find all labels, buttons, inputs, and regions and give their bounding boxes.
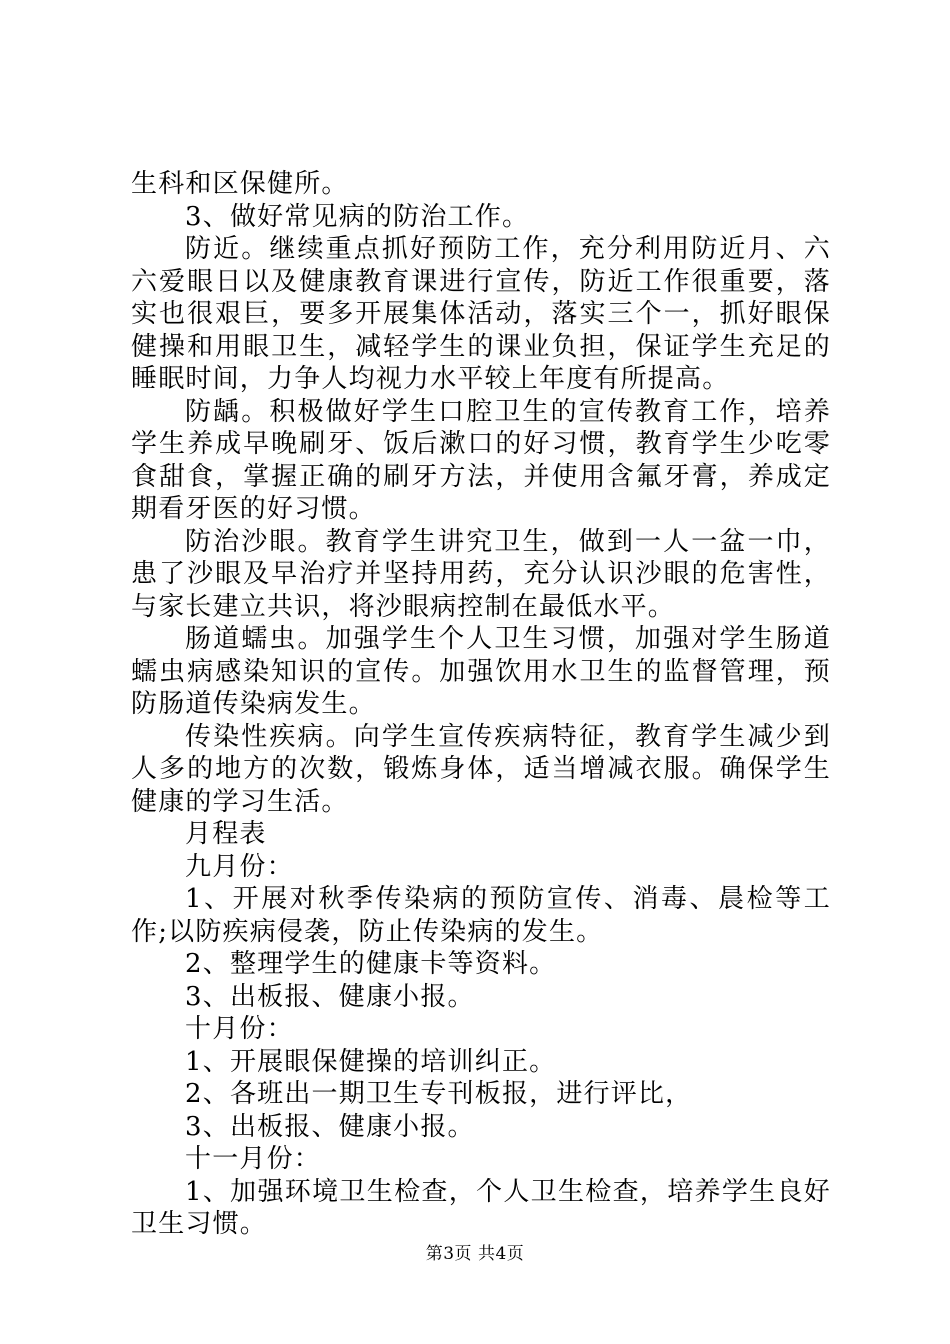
- paragraph-infectious-diseases: 传染性疾病。向学生宣传疾病特征，教育学生减少到人多的地方的次数，锻炼身体，适当增减衣服。确保学生健康的学习生活。: [131, 721, 831, 817]
- paragraph-section-heading: 3、做好常见病的防治工作。: [185, 201, 530, 232]
- document-body: [131, 168, 831, 1241]
- list-item: 2、各班出一期卫生专刊板报，进行评比，: [185, 1079, 693, 1109]
- paragraph-trachoma-prevention: 防治沙眼。教育学生讲究卫生，做到一人一盆一巾，患了沙眼及早治疗并坚持用药，充分认识沙眼的危害性，与家长建立共识，将沙眼病控制在最低水平。: [131, 526, 831, 622]
- page-number-footer: 第3页 共4页: [425, 1244, 525, 1264]
- list-item: 3、出板报、健康小报。: [185, 1111, 475, 1142]
- paragraph-caries-prevention: 防龋。积极做好学生口腔卫生的宣传教育工作，培养学生养成早晚刷牙、饭后漱口的好习惯，教育学生少吃零食甜食，掌握正确的刷牙方法，并使用含氟牙膏，养成定期看牙医的好习惯。: [131, 396, 831, 524]
- paragraph-intestinal-worms: 肠道蠕虫。加强学生个人卫生习惯，加强对学生肠道蠕虫病感染知识的宣传。加强饮用水卫生的监督管理，预防肠道传染病发生。: [131, 624, 831, 719]
- paragraph-myopia-prevention: 防近。继续重点抓好预防工作，充分利用防近月、六六爱眼日以及健康教育课进行宣传，防近工作很重要，落实也很艰巨，要多开展集体活动，落实三个一，抓好眼保健操和用眼卫生，减轻学生的课业负担，保证学生充足的睡眠时间，力争人均视力水平较上年度有所提高。: [131, 234, 831, 394]
- month-heading-september: 九月份：: [185, 851, 294, 882]
- paragraph-continuation: 生科和区保健所。: [131, 169, 349, 199]
- list-item: 1、开展眼保健操的培训纠正。: [185, 1046, 557, 1077]
- month-heading-november: 十一月份：: [185, 1144, 322, 1174]
- list-item: 1、开展对秋季传染病的预防宣传、消毒、晨检等工作;以防疾病侵袭，防止传染病的发生。: [131, 884, 831, 947]
- list-item: 1、加强环境卫生检查，个人卫生检查，培养学生良好卫生习惯。: [131, 1176, 831, 1239]
- list-item: 3、出板报、健康小报。: [185, 981, 475, 1012]
- schedule-heading: 月程表: [185, 819, 267, 849]
- list-item: 2、整理学生的健康卡等资料。: [185, 949, 557, 979]
- month-heading-october: 十月份：: [185, 1014, 294, 1044]
